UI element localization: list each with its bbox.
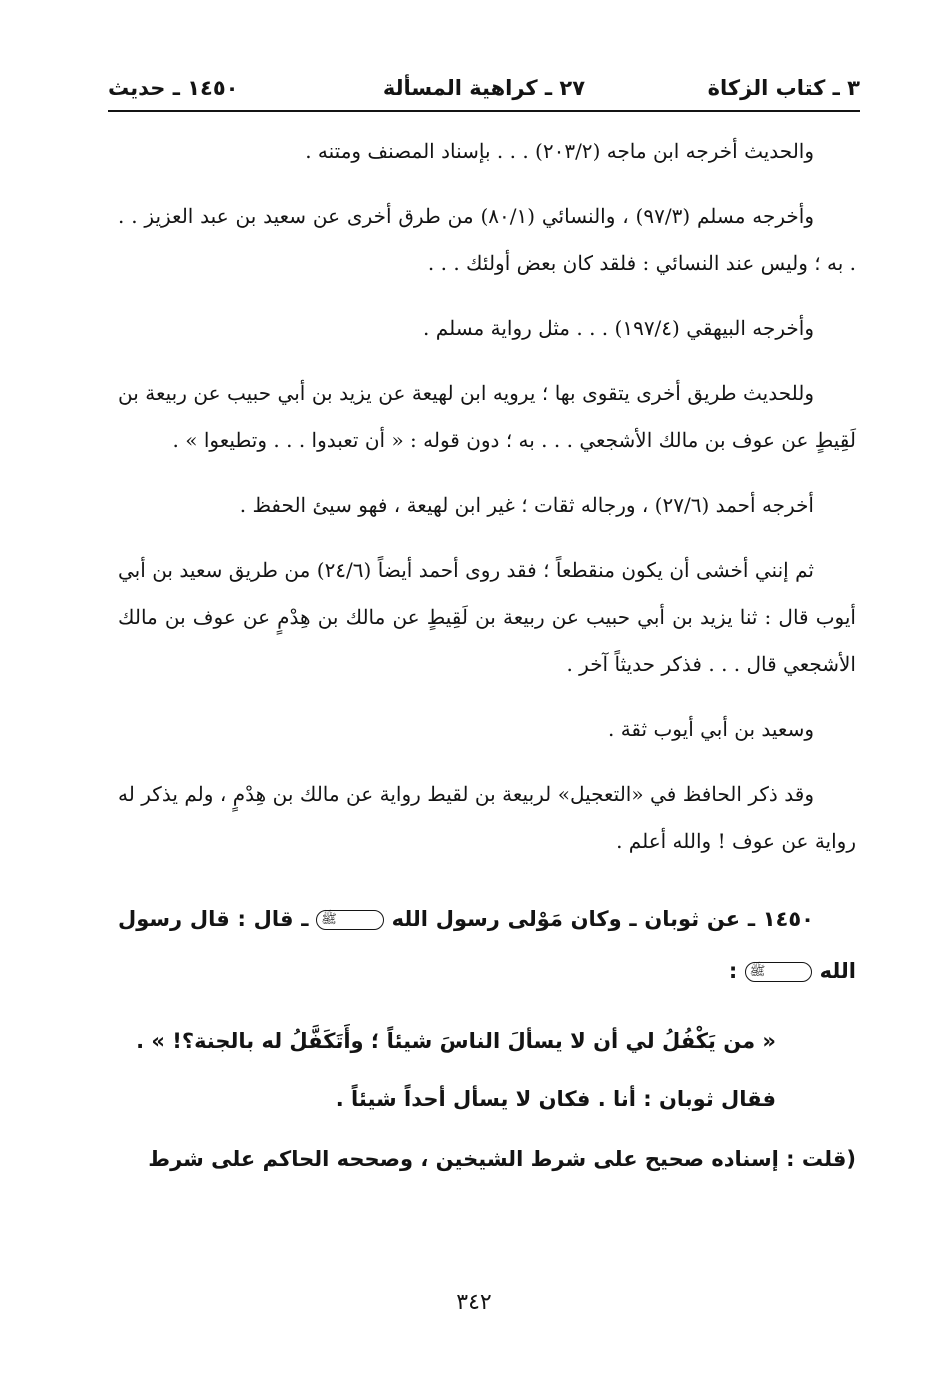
paragraph-interruption: ثم إنني أخشى أن يكون منقطعاً ؛ فقد روى أحمد أيضاً (٢٤/٦) من طريق سعيد بن أبي أيوب قال : ثنا يزيد بن أبي حبيب عن ربيعة بن لَقِيطٍ عن مالك بن هِدْمٍ عن عوف بن مالك الأشجعي قال . . . فذكر حديثاً آخر . (118, 558, 856, 676)
hadith-response: فقال ثوبان : أنا . فكان لا يسأل أحداً شيئاً . (335, 1087, 776, 1111)
header-chapter: ٣ ـ كتاب الزكاة (707, 76, 860, 100)
hadith-intro-end: : (728, 959, 738, 983)
header-hadith-number: ١٤٥٠ ـ حديث (108, 76, 239, 100)
hadith-note: (قلت : إسناده صحيح على شرط الشيخين ، وصححه الحاكم على شرط (148, 1147, 856, 1171)
salutation-mark-icon: ﷺ (745, 962, 813, 982)
paragraph-muslim-nasai: وأخرجه مسلم (٩٧/٣) ، والنسائي (٨٠/١) من طرق أخرى عن سعيد بن عبد العزيز . . . به ؛ وليس عند النسائي : فلقد كان بعض أولئك . . . (118, 204, 856, 275)
hadith-intro (118, 893, 856, 997)
hadith-intro-text: ١٤٥٠ ـ عن ثوبان ـ وكان مَوْلى رسول الله (391, 907, 815, 931)
paragraph-ahmad: أخرجه أحمد (٢٧/٦) ، ورجاله ثقات ؛ غير ابن لهيعة ، فهو سيئ الحفظ . (239, 493, 814, 517)
page-number: ٣٤٢ (456, 1290, 492, 1315)
header-rule (108, 110, 860, 112)
paragraph-ibn-majah: والحديث أخرجه ابن ماجه (٢٠٣/٢) . . . بإسناد المصنف ومتنه . (305, 139, 814, 163)
hadith-intro-mid: ـ قال : قال رسول الله (118, 907, 856, 983)
paragraph-other-route: وللحديث طريق أخرى يتقوى بها ؛ يرويه ابن لهيعة عن يزيد بن أبي حبيب عن ربيعة بن لَقِيطٍ عن عوف بن مالك الأشجعي . . . به ؛ دون قوله : « أن تعبدوا . . . وتطيعوا » . (118, 381, 856, 452)
salutation-mark-icon: ﷺ (316, 910, 384, 930)
header-section: ٢٧ ـ كراهية المسألة (382, 76, 586, 100)
paragraph-bayhaqi: وأخرجه البيهقي (١٩٧/٤) . . . مثل رواية مسلم . (423, 316, 814, 340)
page-body (118, 128, 856, 1203)
hadith-quote: « من يَكْفُلُ لي أن لا يسألَ الناسَ شيئاً ؛ وأَتَكَفَّلُ له بالجنة؟! » . (136, 1029, 776, 1053)
paragraph-said-thiqah: وسعيد بن أبي أيوب ثقة . (607, 717, 814, 741)
running-header (108, 66, 860, 106)
paragraph-tajil: وقد ذكر الحافظ في «التعجيل» لربيعة بن لقيط رواية عن مالك بن هِدْمٍ ، ولم يذكر له رواية عن عوف ! والله أعلم . (118, 782, 856, 853)
